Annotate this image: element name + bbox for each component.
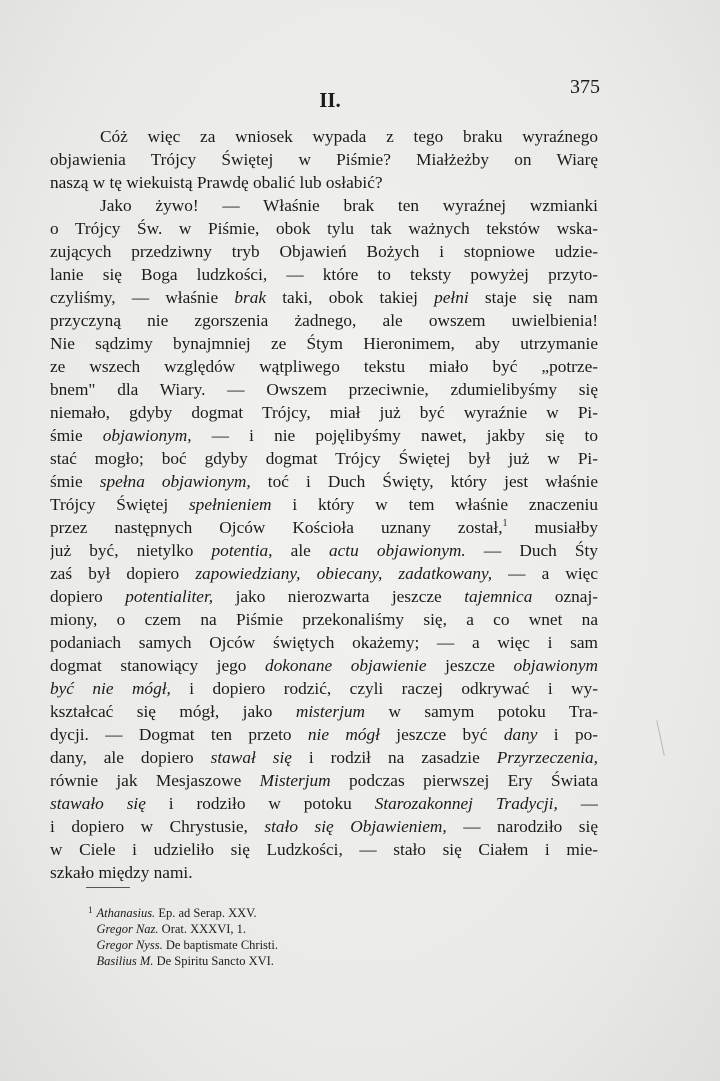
text-line [50, 125, 598, 148]
text-span: taki, obok takiej [266, 288, 435, 307]
text-span: — i nie pojęlibyśmy nawet, jakby się to [191, 426, 598, 445]
text-span: — a więc [492, 564, 598, 583]
italic-text-span: potentialiter, [125, 587, 214, 606]
italic-text-span: tajemnica [464, 587, 533, 606]
italic-text-span: nie mógł [307, 725, 380, 744]
text-line [50, 424, 598, 447]
text-span: i po- [537, 725, 598, 744]
italic-text-span: dokonane objawienie [264, 656, 427, 675]
text-span: Trójcy Świętej [50, 495, 189, 514]
text-line [50, 217, 598, 240]
italic-text-span: Athanasius. [96, 906, 156, 920]
text-span: jeszcze [426, 656, 514, 675]
text-span: Nie sądzimy bynajmniej ze Śtym Hieronimem, aby utrzymanie [50, 334, 598, 353]
italic-text-span: stało się Objawieniem, [264, 817, 447, 836]
text-span: objawienia Trójcy Świętej w Piśmie? Miałżeżby on Wiarę [50, 150, 598, 169]
footnote-entry [88, 950, 388, 966]
text-line [50, 286, 598, 309]
text-span: lanie się Boga ludzkości, — które to teksty powyżej przyto- [50, 265, 598, 284]
italic-text-span: objawionym [513, 656, 598, 675]
text-span: — [557, 794, 598, 813]
italic-text-span: Basilius M. [96, 954, 154, 968]
text-span: zujących przedziwny tryb Objawień Bożych i stopniowe udzie- [50, 242, 598, 261]
text-span: w samym potoku Tra- [365, 702, 598, 721]
text-span: dany, ale dopiero [50, 748, 211, 767]
text-line [50, 263, 598, 286]
text-span: miony, o czem na Piśmie przekonaliśmy się, a co wnet na [50, 610, 598, 629]
text-line [50, 608, 598, 631]
italic-text-span: Przyrzeczenia, [496, 748, 598, 767]
text-span: przez następnych Ojców Kościoła uznany został, [50, 518, 503, 537]
italic-text-span: Gregor Nyss. [96, 938, 163, 952]
text-line [50, 723, 598, 746]
text-span: czyliśmy, — właśnie [50, 288, 235, 307]
text-line [50, 148, 598, 171]
text-line [50, 562, 598, 585]
text-span: ale [272, 541, 329, 560]
text-span: już być, nietylko [50, 541, 212, 560]
italic-text-span: spełna objawionym, [99, 472, 251, 491]
italic-text-span: brak [234, 288, 267, 307]
text-span: równie jak Mesjaszowe [50, 771, 260, 790]
footnote-divider [86, 887, 130, 888]
text-line [50, 493, 598, 516]
italic-text-span: zapowiedziany, obiecany, zadatkowany, [195, 564, 493, 583]
text-span: podaniach samych Ojców świętych okażemy; — a więc i sam [50, 633, 598, 652]
text-span: Jako żywo! — Właśnie brak ten wyraźnej wzmianki [100, 196, 598, 215]
text-span: De baptismate Christi. [162, 938, 278, 952]
text-span: jeszcze być [379, 725, 504, 744]
text-line [50, 171, 598, 194]
italic-text-span: misterjum [295, 702, 365, 721]
footnote-entry [88, 902, 388, 918]
text-span: i dopiero w Chrystusie, [50, 817, 265, 836]
footnote-reference: 1 [502, 518, 508, 530]
text-span: dopiero [50, 587, 126, 606]
italic-text-span: stawało się [50, 794, 146, 813]
italic-text-span: dany [503, 725, 538, 744]
text-span: naszą w tę wiekuistą Prawdę obalić lub osłabić? [50, 173, 383, 192]
italic-text-span: być nie mógł, [50, 679, 171, 698]
text-span: szkało między nami. [50, 863, 193, 882]
text-span: jako nierozwarta jeszcze [213, 587, 465, 606]
text-span: — Duch Śty [465, 541, 598, 560]
text-span: kształcać się mógł, jako [50, 702, 296, 721]
text-span: ze wszech względów wątpliwego tekstu miało być „potrze- [50, 357, 598, 376]
text-span: zaś był dopiero [50, 564, 196, 583]
text-span: Ep. ad Serap. XXV. [155, 906, 257, 920]
text-span: i rodził na zasadzie [291, 748, 497, 767]
footnotes [88, 902, 388, 966]
page-number: 375 [570, 76, 600, 98]
text-line [50, 677, 598, 700]
text-line [50, 585, 598, 608]
italic-text-span: pełni [434, 288, 469, 307]
text-span: — narodziło się [446, 817, 598, 836]
italic-text-span: actu objawionym. [328, 541, 466, 560]
text-line [50, 470, 598, 493]
text-line [50, 746, 598, 769]
text-line [50, 700, 598, 723]
text-span: Cóż więc za wniosek wypada z tego braku wyraźnego [100, 127, 598, 146]
text-span: staje się nam [468, 288, 598, 307]
italic-text-span: objawionym, [102, 426, 192, 445]
text-span: i dopiero rodzić, czyli raczej odkrywać i wy- [170, 679, 598, 698]
text-line [50, 516, 598, 539]
body-text [50, 125, 598, 884]
footnote-mark: 1 [88, 905, 93, 915]
text-span: dycji. — Dogmat ten przeto [50, 725, 308, 744]
text-span: Orat. XXXVI, 1. [158, 922, 247, 936]
text-span: i rodziło w potoku [145, 794, 375, 813]
text-line [50, 539, 598, 562]
italic-text-span: Gregor Naz. [96, 922, 159, 936]
text-line [50, 401, 598, 424]
text-line [50, 792, 598, 815]
footnote-entry [88, 918, 388, 934]
text-span: w Ciele i udzieliło się Ludzkości, — stało się Ciałem i mie- [50, 840, 598, 859]
text-line [50, 631, 598, 654]
text-line [50, 332, 598, 355]
text-span: niemało, gdyby dogmat Trójcy, miał już być wyraźnie w Pi- [50, 403, 598, 422]
text-line [50, 309, 598, 332]
text-line [50, 861, 598, 884]
text-line [50, 240, 598, 263]
footnote-entry [88, 934, 388, 950]
text-span: oznaj- [532, 587, 598, 606]
text-span: podczas pierwszej Ery Świata [330, 771, 598, 790]
italic-text-span: stawał się [210, 748, 292, 767]
section-title: II. [319, 88, 341, 112]
text-span: De Spiritu Sancto XVI. [153, 954, 274, 968]
text-span: i który w tem właśnie znaczeniu [271, 495, 598, 514]
text-line [50, 194, 598, 217]
italic-text-span: potentia, [211, 541, 273, 560]
text-span: przyczyną nie zgorszenia żadnego, ale owszem uwielbienia! [50, 311, 598, 330]
text-line [50, 838, 598, 861]
text-span: toć i Duch Święty, który jest właśnie [250, 472, 598, 491]
text-line [50, 769, 598, 792]
text-span: śmie [50, 426, 103, 445]
text-line [50, 447, 598, 470]
text-line [50, 654, 598, 677]
italic-text-span: Starozakonnej Tradycji, [374, 794, 558, 813]
text-span: dogmat stanowiący jego [50, 656, 265, 675]
margin-mark [656, 720, 664, 755]
italic-text-span: Misterjum [259, 771, 331, 790]
text-line [50, 378, 598, 401]
text-span: musiałby [507, 518, 598, 537]
text-span: stać mogło; boć gdyby dogmat Trójcy Świętej był już w Pi- [50, 449, 598, 468]
text-span: bnem" dla Wiary. — Owszem przeciwnie, zdumielibyśmy się [50, 380, 598, 399]
text-line [50, 355, 598, 378]
italic-text-span: spełnieniem [188, 495, 272, 514]
text-span: o Trójcy Św. w Piśmie, obok tylu tak ważnych tekstów wska- [50, 219, 598, 238]
text-line [50, 815, 598, 838]
text-span: śmie [50, 472, 100, 491]
